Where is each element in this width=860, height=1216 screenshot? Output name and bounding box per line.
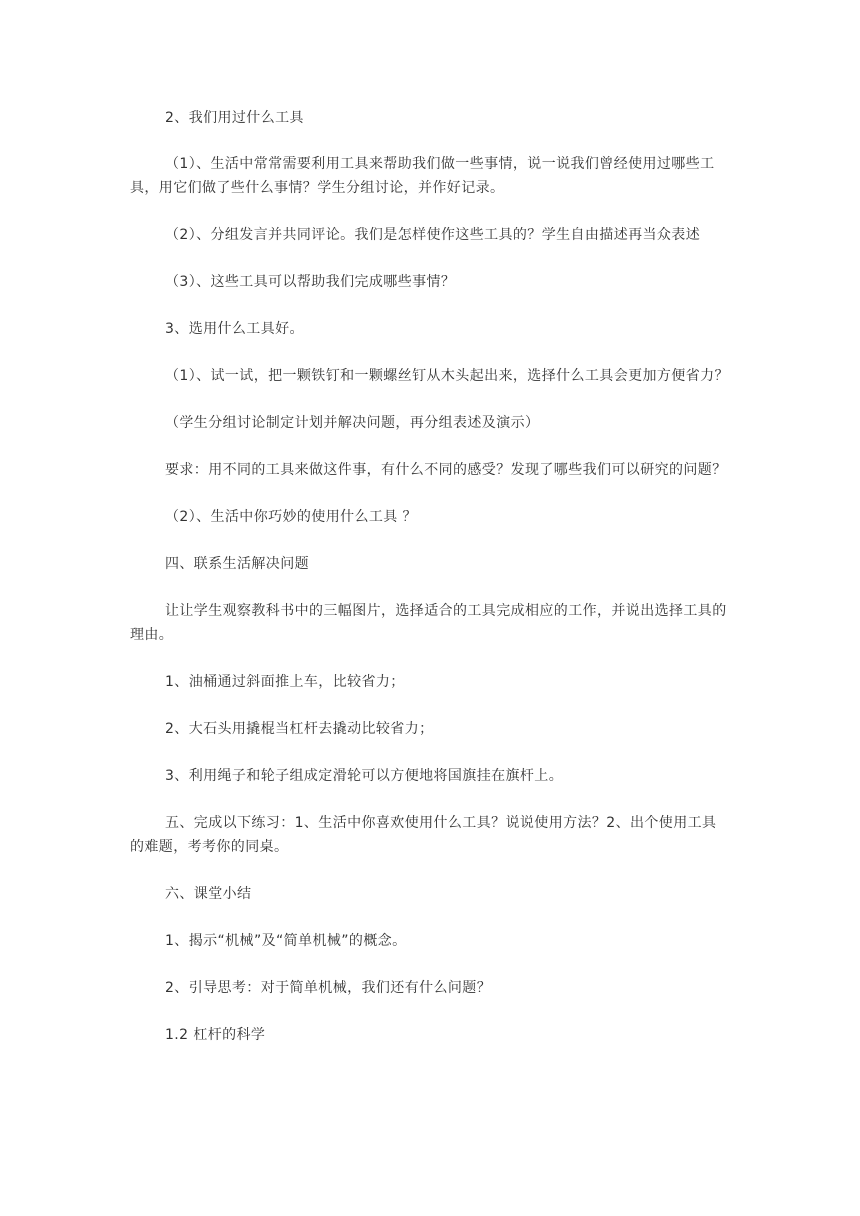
document-body [130,106,730,1047]
section-heading-summary: 六、课堂小结 [165,886,252,902]
paragraph: （1）、试一试，把一颗铁钉和一颗螺丝钉从木头起出来，选择什么工具会更加方便省力？ [165,368,729,384]
section-heading-life-problems: 四、联系生活解决问题 [165,556,309,572]
list-item: 1、揭示“机械”及“简单机械”的概念。 [165,933,407,949]
section-heading-tools-used: 2、我们用过什么工具 [165,110,304,126]
section-heading-lever-science: 1.2 杠杆的科学 [165,1027,266,1043]
section-heading-choose-tools: 3、选用什么工具好。 [165,321,304,337]
section-heading-exercises: 五、完成以下练习：1、生活中你喜欢使用什么工具？说说使用方法？2、出个使用工具的难题，考考你的同桌。 [130,815,717,855]
paragraph: （学生分组讨论制定计划并解决问题，再分组表述及演示） [165,415,540,431]
list-item: 3、利用绳子和轮子组成定滑轮可以方便地将国旗挂在旗杆上。 [165,768,564,784]
paragraph: （2）、分组发言并共同评论。我们是怎样使作这些工具的？学生自由描述再当众表述 [165,227,701,243]
paragraph: （2）、生活中你巧妙的使用什么工具 ？ [165,509,417,525]
list-item: 2、引导思考：对于简单机械，我们还有什么问题？ [165,980,492,996]
list-item: 1、油桶通过斜面推上车，比较省力； [165,674,405,690]
list-item: 2、大石头用撬棍当杠杆去撬动比较省力； [165,721,434,737]
paragraph: 让让学生观察教科书中的三幅图片，选择适合的工具完成相应的工作，并说出选择工具的理由。 [130,603,727,643]
paragraph: （3）、这些工具可以帮助我们完成哪些事情？ [165,274,456,290]
paragraph: （1）、生活中常常需要利用工具来帮助我们做一些事情，说一说我们曾经使用过哪些工具，用它们做了些什么事情？学生分组讨论，并作好记录。 [130,156,715,196]
paragraph: 要求：用不同的工具来做这件事，有什么不同的感受？发现了哪些我们可以研究的问题？ [165,462,727,478]
